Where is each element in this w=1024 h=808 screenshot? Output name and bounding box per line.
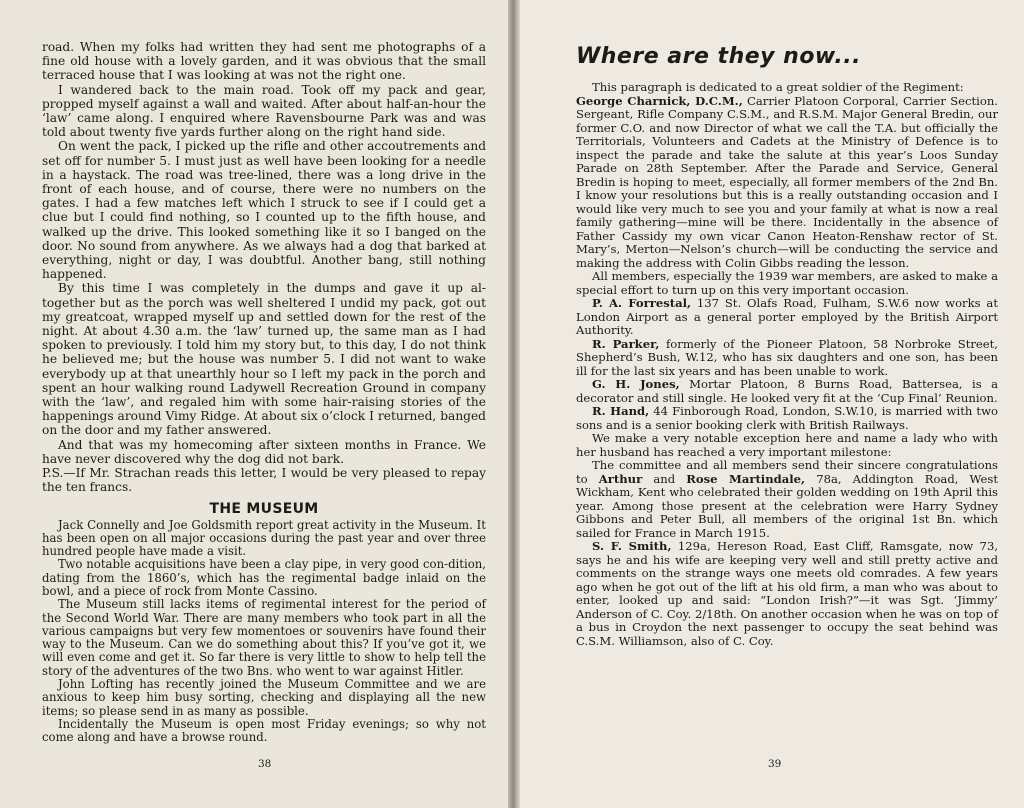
person-name: George Charnick, D.C.M.,	[576, 93, 743, 108]
page-number: 38	[258, 758, 272, 770]
exception-paragraph: We make a very notable exception here and name a lady who with her husband has reached a very important milestone:	[576, 431, 998, 459]
left-page	[0, 0, 508, 808]
paragraph: I wandered back to the main road. Took off my pack and gear, propped myself against a wall and waited. After about half-an-hour the ‘law’ came along. I enquired where Ravensbourne Park was and was told about twenty five yards further along on the right hand side.	[42, 82, 486, 140]
right-page	[520, 0, 1024, 808]
page-number: 39	[768, 758, 782, 770]
member-entry	[576, 540, 998, 648]
member-entry	[576, 297, 998, 338]
entry-text: 78a, Addington Road, West Wickham, Kent who celebrated their golden wedding on 19th April this year. Among those present at the celebration were Harry Sydney Gibbons and Peter Bull, all members of the original 1st Bn. which sailed for France in March 1915.	[576, 471, 998, 540]
museum-heading: THE MUSEUM	[209, 500, 319, 517]
entry-text: The committee and all members send their sincere congratulations to	[576, 458, 998, 486]
congratulations-paragraph	[576, 459, 998, 540]
entry-text: 44 Finborough Road, London, S.W.10, is married with two sons and is a senior booking clerk with British Railways.	[576, 404, 998, 432]
intro-paragraph: This paragraph is dedicated to a great soldier of the Regiment:	[592, 80, 964, 94]
person-name: R. Hand,	[592, 404, 650, 418]
entry-text: Mortar Platoon, 8 Burns Road, Battersea, is a decorator and still single. He looked very fit at the ‘Cup Final’ Reunion.	[576, 377, 998, 405]
person-name: G. H. Jones,	[592, 377, 680, 391]
paragraph: Incidentally the Museum is open most Friday evenings; so why not come along and have a browse round.	[42, 716, 486, 745]
member-entry	[576, 338, 998, 379]
paragraph: The Museum still lacks items of regimental interest for the period of the Second World War. There are many members who took part in all the various campaigns but very few momentoes or souvenirs have found their way to the Museum. Can we do something about this? If you’ve got it, we will even come and get it. So far there is very little to show to help tell the story of the adventures of the two Bns. who went to war against Hitler.	[42, 597, 486, 678]
paragraph: Jack Connelly and Joe Goldsmith report great activity in the Museum. It has been open on all major occasions during the past year and over three hundred people have made a visit.	[42, 517, 486, 559]
person-name: R. Parker,	[592, 336, 660, 351]
charnick-paragraph	[576, 95, 998, 271]
member-entry	[576, 378, 998, 405]
paragraph: John Lofting has recently joined the Museum Committee and we are anxious to keep him busy sorting, checking and displaying all the new items; so please send in as many as possible.	[42, 677, 486, 718]
person-name: Rose Martindale,	[686, 471, 806, 486]
entry-text: 137 St. Olafs Road, Fulham, S.W.6 now works at London Airport as a general porter employed by the British Airport Authority.	[576, 296, 998, 337]
museum-section	[42, 519, 486, 745]
member-entry	[576, 405, 998, 432]
paragraph: On went the pack, I picked up the rifle and other accoutrements and set off for number 5. I must just as well have been looking for a needle in a haystack. The road was tree-lined, there was a long drive in the front of each house, and of course, there were no numbers on the gates. I had a few matches left which I struck to see if I could get a clue but I could find nothing, so I counted up to the fifth house, and walked up the drive. This looked something like it so I banged on the door. No sound from anywhere. As we always had a dog that barked at everything, night or day, I was doubtful. Another bang, still nothing happened.	[42, 139, 486, 282]
left-body-text	[42, 40, 486, 495]
paragraph: By this time I was completely in the dumps and gave it up al-together but as the porch was well sheltered I undid my pack, got out my greatcoat, wrapped myself up and settled down for the rest of the night. At about 4.30 a.m. the ‘law’ turned up, the same man as I had spoken to previously. I told him my story but, to this day, I do not think he believed me; but the house was number 5. I did not want to wake everybody up at that unearthly hour so I left my pack in the porch and spent an hour walking round Ladywell Recreation Ground in company with the ‘law’, and regaled him with some hair-raising stories of the happenings around Vimy Ridge. At about six o’clock I returned, banged on the door and my father answered.	[42, 281, 486, 438]
person-name: S. F. Smith,	[592, 539, 672, 553]
person-name: P. A. Forrestal,	[592, 296, 692, 310]
entry-text: Carrier Platoon Corporal, Carrier Section. Sergeant, Rifle Company C.S.M., and R.S.M. Major General Bredin, our former C.O. and now Director of what we call the T.A. but officially the Territorials, Volunteers and Cadets at the Ministry of Defence is to inspect the parade and take the salute at this year’s Loos Sunday Parade on 28th September. After the Parade and Service, General Bredin is hoping to meet, especially, all former members of the 2nd Bn. I know your resolutions but this is a really outstanding occasion and I would like very much to see you and your family at what is now a real family gathering—mine will be there. Incidentally in the absence of Father Cassidy my own vicar Canon Heaton-Renshaw rector of St. Mary’s, Merton—Nelson’s church—will be conducting the service and making the address with Colin Gibbs reading the lesson.	[576, 93, 998, 270]
entry-text: and	[642, 471, 687, 486]
binding-gutter	[508, 0, 520, 808]
paragraph: All members, especially the 1939 war members, are asked to make a special effort to turn up on this very important occasion.	[576, 269, 998, 297]
right-body-text	[576, 81, 998, 648]
entry-text: 129a, Hereson Road, East Cliff, Ramsgate, now 73, says he and his wife are keeping very well and still pretty active and comments on the strange ways one meets old comrades. A few years ago when he got out of the lift at his old firm, a man who was about to enter, looked up and said: “London Irish?”—it was Sgt. ‘Jimmy’ Anderson of C. Coy. 2/18th. On another occasion when he was on top of a bus in Croydon the next passenger to occupy the seat behind was C.S.M. Williamson, also of C. Coy.	[576, 539, 998, 648]
paragraph: And that was my homecoming after sixteen months in France. We have never discovered why the dog did not bark.	[42, 437, 486, 466]
person-name: Arthur	[598, 471, 643, 486]
paragraph: Two notable acquisitions have been a clay pipe, in very good con-dition, dating from the 1860’s, which has the regimental badge inlaid on the bowl, and a piece of rock from Monte Cassino.	[42, 557, 486, 598]
page-title: Where are they now...	[576, 44, 861, 69]
entry-text: formerly of the Pioneer Platoon, 58 Norbroke Street, Shepherd’s Bush, W.12, who has six daughters and one son, has been ill for the last six years and has been unable to work.	[576, 336, 998, 378]
paragraph: road. When my folks had written they had sent me photographs of a fine old house with a lovely garden, and it was obvious that the small terraced house that I was looking at was not the right one.	[42, 40, 486, 83]
postscript: P.S.—If Mr. Strachan reads this letter, I would be very pleased to repay the ten francs.	[42, 466, 486, 495]
